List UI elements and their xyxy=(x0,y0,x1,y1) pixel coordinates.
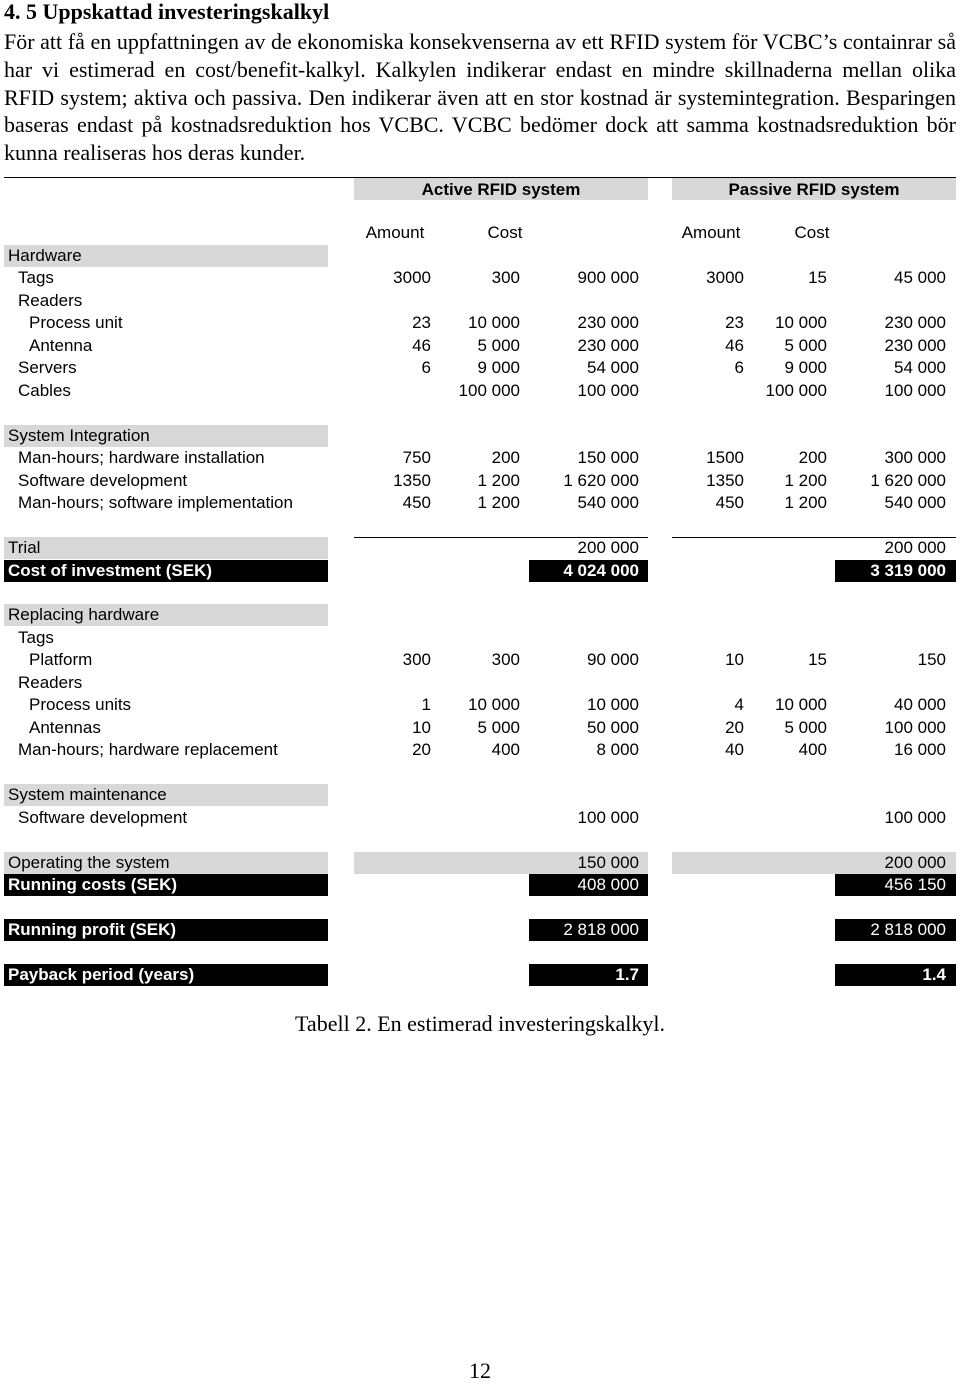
passive-total-cell: 1.4 xyxy=(922,965,946,984)
active-total-cell xyxy=(530,245,639,267)
row-label: Payback period (years) xyxy=(4,964,328,986)
passive-amount-cell xyxy=(652,874,744,896)
active-cost-cell: 1 200 xyxy=(477,493,520,512)
active-total-cell: 1.7 xyxy=(615,965,639,984)
passive-cost-cell: 5 000 xyxy=(784,336,827,355)
table-row xyxy=(0,267,960,289)
passive-cost-cell xyxy=(752,874,827,896)
active-cost-cell: 5 000 xyxy=(477,336,520,355)
passive-total-cell: 456 150 xyxy=(884,875,946,894)
active-cost-cell xyxy=(440,807,520,829)
active-amount-cell xyxy=(340,852,431,874)
table-row xyxy=(0,739,960,761)
passive-amount-cell xyxy=(652,560,744,582)
row-label: Readers xyxy=(18,291,83,310)
passive-cost-cell: 5 000 xyxy=(784,718,827,737)
passive-system-header: Passive RFID system xyxy=(672,178,956,200)
row-label: Man-hours; software implementation xyxy=(18,493,293,512)
passive-amount-cell xyxy=(652,245,744,267)
row-label: Cables xyxy=(18,381,71,400)
table-row xyxy=(0,290,960,312)
active-amount-cell: 10 xyxy=(412,718,431,737)
passive-cost-cell: 9 000 xyxy=(784,358,827,377)
active-total-cell: 150 000 xyxy=(577,853,639,872)
table-row xyxy=(0,470,960,492)
passive-total-cell xyxy=(838,627,946,649)
active-total-cell xyxy=(530,425,639,447)
table-row xyxy=(0,919,960,941)
active-cost-header: Cost xyxy=(487,223,523,242)
active-total-cell: 230 000 xyxy=(577,313,639,332)
active-total-cell: 408 000 xyxy=(577,875,639,894)
passive-cost-cell xyxy=(752,245,827,267)
active-cost-cell xyxy=(440,919,520,941)
passive-cost-cell xyxy=(752,852,827,874)
passive-total-cell: 230 000 xyxy=(884,336,946,355)
passive-amount-cell xyxy=(652,672,744,694)
active-cost-cell xyxy=(440,560,520,582)
passive-cost-cell xyxy=(752,560,827,582)
passive-amount-cell xyxy=(652,604,744,626)
table-row xyxy=(0,694,960,716)
row-label: Antenna xyxy=(29,336,93,355)
table-caption xyxy=(0,1011,960,1037)
active-total-cell: 90 000 xyxy=(587,650,639,669)
active-amount-cell xyxy=(340,604,431,626)
passive-amount-cell: 1500 xyxy=(706,448,744,467)
active-cost-cell xyxy=(440,290,520,312)
passive-total-cell xyxy=(838,425,946,447)
active-cost-cell: 5 000 xyxy=(477,718,520,737)
passive-cost-cell: 1 200 xyxy=(784,471,827,490)
intro-paragraph: För att få en uppfattningen av de ekonomiska konsekvenserna av ett RFID system för VCBC’s containrar så har vi estimerad en cost/benefit-kalkyl. Kalkylen indikerar endast en mindre skillnaderna mellan olika RFID system; aktiva och passiva. Den indikerar även att en stor kostnad är systemintegration. Besparingen baseras endast på kostnadsreduktion hos VCBC. VCBC bedömer dock att samma kostnadsreduktion bör kunna realiseras hos deras kunder. xyxy=(4,29,956,166)
passive-total-cell: 540 000 xyxy=(884,493,946,512)
row-label: Man-hours; hardware replacement xyxy=(18,740,278,759)
active-cost-cell xyxy=(440,964,520,986)
active-total-cell xyxy=(530,672,639,694)
active-amount-cell: 300 xyxy=(402,650,431,669)
passive-amount-cell: 20 xyxy=(725,718,744,737)
passive-amount-cell xyxy=(652,290,744,312)
active-total-cell: 230 000 xyxy=(577,336,639,355)
passive-total-cell: 300 000 xyxy=(884,448,946,467)
passive-amount-cell xyxy=(652,537,744,559)
active-total-cell: 100 000 xyxy=(577,381,639,400)
table-row xyxy=(0,874,960,896)
passive-total-cell: 3 319 000 xyxy=(870,561,946,580)
table-row xyxy=(0,492,960,514)
passive-amount-cell: 6 xyxy=(734,358,744,377)
table-row xyxy=(0,852,960,874)
passive-total-cell xyxy=(838,604,946,626)
passive-amount-cell: 4 xyxy=(734,695,744,714)
passive-amount-cell: 1350 xyxy=(706,471,744,490)
passive-amount-cell: 450 xyxy=(715,493,744,512)
active-total-cell: 200 000 xyxy=(577,538,639,557)
active-amount-cell: 750 xyxy=(402,448,431,467)
passive-cost-cell xyxy=(752,807,827,829)
active-amount-cell: 1350 xyxy=(393,471,431,490)
table-row xyxy=(0,604,960,626)
passive-cost-cell xyxy=(752,290,827,312)
passive-cost-cell xyxy=(752,604,827,626)
passive-amount-cell: 40 xyxy=(725,740,744,759)
active-total-cell: 10 000 xyxy=(587,695,639,714)
active-cost-cell xyxy=(440,627,520,649)
row-label: Process unit xyxy=(29,313,123,332)
active-amount-cell xyxy=(340,560,431,582)
passive-amount-cell: 10 xyxy=(725,650,744,669)
passive-amount-cell: 46 xyxy=(725,336,744,355)
passive-amount-cell: 23 xyxy=(725,313,744,332)
active-amount-cell xyxy=(340,964,431,986)
passive-cost-cell xyxy=(752,784,827,806)
passive-cost-cell xyxy=(752,425,827,447)
row-label: System maintenance xyxy=(4,784,328,806)
passive-cost-cell: 15 xyxy=(808,268,827,287)
active-total-cell: 1 620 000 xyxy=(563,471,639,490)
active-amount-cell xyxy=(340,627,431,649)
active-amount-cell: 46 xyxy=(412,336,431,355)
active-amount-cell xyxy=(340,245,431,267)
active-amount-cell xyxy=(340,919,431,941)
passive-total-cell: 200 000 xyxy=(884,538,946,557)
active-amount-cell xyxy=(340,807,431,829)
table-row xyxy=(0,964,960,986)
passive-amount-cell xyxy=(652,919,744,941)
passive-amount-cell xyxy=(652,784,744,806)
active-cost-cell xyxy=(440,784,520,806)
table-row xyxy=(0,807,960,829)
active-amount-cell: 20 xyxy=(412,740,431,759)
passive-cost-cell xyxy=(752,964,827,986)
passive-cost-header: Cost xyxy=(794,223,830,242)
active-total-cell: 54 000 xyxy=(587,358,639,377)
row-label: Platform xyxy=(29,650,93,669)
passive-cost-cell: 200 xyxy=(798,448,827,467)
passive-cost-cell xyxy=(752,919,827,941)
caption-text: Tabell 2. En estimerad investeringskalkyl. xyxy=(295,1011,665,1036)
active-total-cell: 4 024 000 xyxy=(563,561,639,580)
active-total-cell xyxy=(530,784,639,806)
passive-cost-cell: 10 000 xyxy=(775,695,827,714)
active-total-cell: 900 000 xyxy=(577,268,639,287)
table-row xyxy=(0,335,960,357)
passive-total-cell: 54 000 xyxy=(894,358,946,377)
row-label: Software development xyxy=(18,808,188,827)
passive-amount-cell xyxy=(652,807,744,829)
active-amount-cell: 23 xyxy=(412,313,431,332)
table-row xyxy=(0,245,960,267)
active-amount-cell: 6 xyxy=(421,358,431,377)
passive-total-cell: 100 000 xyxy=(884,718,946,737)
active-cost-cell xyxy=(440,425,520,447)
passive-cost-cell xyxy=(752,627,827,649)
passive-total-cell: 2 818 000 xyxy=(870,920,946,939)
active-cost-cell xyxy=(440,537,520,559)
table-row xyxy=(0,649,960,671)
active-total-cell xyxy=(530,604,639,626)
passive-amount-cell xyxy=(652,380,744,402)
row-label: Hardware xyxy=(4,245,328,267)
active-amount-cell xyxy=(340,672,431,694)
active-amount-cell xyxy=(340,380,431,402)
passive-total-cell xyxy=(838,290,946,312)
table-row xyxy=(0,447,960,469)
active-total-cell: 100 000 xyxy=(577,808,639,827)
active-total-cell: 150 000 xyxy=(577,448,639,467)
passive-total-cell: 100 000 xyxy=(884,808,946,827)
row-label: Operating the system xyxy=(4,852,328,874)
active-amount-cell xyxy=(340,784,431,806)
active-cost-cell xyxy=(440,874,520,896)
table-row xyxy=(0,357,960,379)
active-cost-cell: 300 xyxy=(491,650,520,669)
investment-table xyxy=(0,177,960,987)
row-label: Tags xyxy=(18,628,54,647)
row-label: System Integration xyxy=(4,425,328,447)
active-cost-cell xyxy=(440,672,520,694)
active-total-cell: 8 000 xyxy=(596,740,639,759)
table-row xyxy=(0,380,960,402)
passive-total-cell xyxy=(838,245,946,267)
active-amount-cell xyxy=(340,874,431,896)
table-row xyxy=(0,627,960,649)
active-cost-cell: 100 000 xyxy=(458,381,520,400)
active-cost-cell: 10 000 xyxy=(468,695,520,714)
passive-total-cell: 40 000 xyxy=(894,695,946,714)
table-row xyxy=(0,672,960,694)
active-cost-cell xyxy=(440,604,520,626)
passive-total-cell: 230 000 xyxy=(884,313,946,332)
passive-total-cell: 1 620 000 xyxy=(870,471,946,490)
passive-total-cell: 150 xyxy=(917,650,946,669)
row-label: Tags xyxy=(18,268,54,287)
active-amount-header: Amount xyxy=(365,223,425,242)
active-cost-cell: 9 000 xyxy=(477,358,520,377)
row-label: Process units xyxy=(29,695,132,714)
passive-cost-cell xyxy=(752,537,827,559)
table-row xyxy=(0,717,960,739)
passive-amount-cell: 3000 xyxy=(706,268,744,287)
active-total-cell: 2 818 000 xyxy=(563,920,639,939)
table-row xyxy=(0,425,960,447)
active-amount-cell xyxy=(340,425,431,447)
passive-cost-cell: 10 000 xyxy=(775,313,827,332)
active-total-cell xyxy=(530,290,639,312)
table-row xyxy=(0,312,960,334)
page-number: 12 xyxy=(469,1358,491,1383)
passive-total-cell: 100 000 xyxy=(884,381,946,400)
passive-amount-cell xyxy=(652,425,744,447)
passive-cost-cell: 400 xyxy=(798,740,827,759)
active-amount-cell: 450 xyxy=(402,493,431,512)
row-label: Replacing hardware xyxy=(4,604,328,626)
passive-total-cell: 45 000 xyxy=(894,268,946,287)
row-label: Servers xyxy=(18,358,77,377)
table-row xyxy=(0,784,960,806)
table-row xyxy=(0,560,960,582)
active-amount-cell xyxy=(340,537,431,559)
active-cost-cell: 400 xyxy=(491,740,520,759)
row-label: Software development xyxy=(18,471,188,490)
active-system-header: Active RFID system xyxy=(354,178,648,200)
passive-total-cell: 16 000 xyxy=(894,740,946,759)
passive-cost-cell: 100 000 xyxy=(765,381,827,400)
passive-total-cell xyxy=(838,784,946,806)
passive-amount-cell xyxy=(652,852,744,874)
passive-amount-cell xyxy=(652,964,744,986)
active-cost-cell: 300 xyxy=(491,268,520,287)
passive-cost-cell xyxy=(752,672,827,694)
passive-cost-cell: 1 200 xyxy=(784,493,827,512)
row-label: Running costs (SEK) xyxy=(4,874,328,896)
section-heading: 4. 5 Uppskattad investeringskalkyl xyxy=(4,0,330,24)
passive-cost-cell: 15 xyxy=(808,650,827,669)
active-cost-cell xyxy=(440,852,520,874)
active-amount-cell: 3000 xyxy=(393,268,431,287)
row-label: Cost of investment (SEK) xyxy=(4,560,328,582)
active-cost-cell xyxy=(440,245,520,267)
table-row xyxy=(0,537,960,559)
active-total-cell: 540 000 xyxy=(577,493,639,512)
active-cost-cell: 10 000 xyxy=(468,313,520,332)
active-amount-cell xyxy=(340,290,431,312)
active-total-cell: 50 000 xyxy=(587,718,639,737)
passive-total-cell: 200 000 xyxy=(884,853,946,872)
active-total-cell xyxy=(530,627,639,649)
active-cost-cell: 200 xyxy=(491,448,520,467)
passive-total-cell xyxy=(838,672,946,694)
row-label: Antennas xyxy=(29,718,101,737)
active-cost-cell: 1 200 xyxy=(477,471,520,490)
row-label: Running profit (SEK) xyxy=(4,919,328,941)
row-label: Man-hours; hardware installation xyxy=(18,448,265,467)
active-amount-cell: 1 xyxy=(421,695,431,714)
row-label: Readers xyxy=(18,673,83,692)
passive-amount-cell xyxy=(652,627,744,649)
row-label: Trial xyxy=(4,537,328,559)
passive-amount-header: Amount xyxy=(681,223,741,242)
